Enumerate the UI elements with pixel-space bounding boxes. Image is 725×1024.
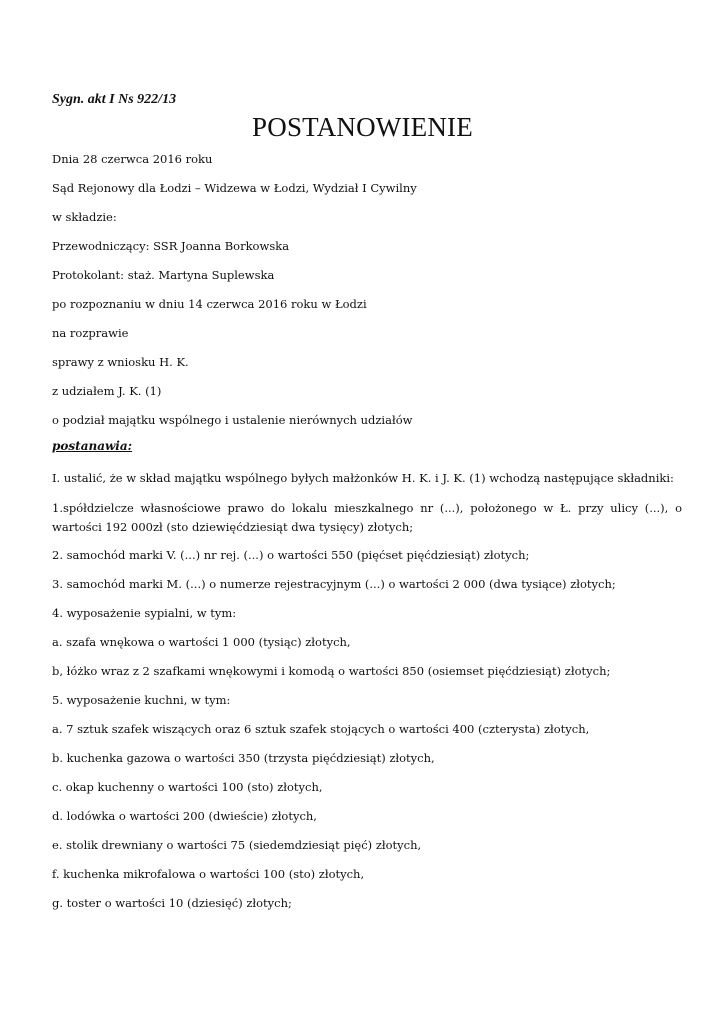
intro-participant: z udziałem J. K. (1) xyxy=(52,384,162,398)
list-item: 3. samochód marki M. (...) o numerze rejestracyjnym (...) o wartości 2 000 (dwa tysiące) złotych; xyxy=(52,577,616,591)
list-item: a. szafa wnękowa o wartości 1 000 (tysiąc) złotych, xyxy=(52,635,351,649)
list-item: f. kuchenka mikrofalowa o wartości 100 (sto) złotych, xyxy=(52,867,365,881)
intro-subject: o podział majątku wspólnego i ustalenie nierównych udziałów xyxy=(52,413,413,427)
list-item: 5. wyposażenie kuchni, w tym: xyxy=(52,693,231,707)
intro-composition: w składzie: xyxy=(52,210,117,224)
intro-presiding-judge: Przewodniczący: SSR Joanna Borkowska xyxy=(52,239,290,253)
intro-hearing: na rozprawie xyxy=(52,326,129,340)
list-item: g. toster o wartości 10 (dziesięć) złotych; xyxy=(52,896,292,910)
list-item: c. okap kuchenny o wartości 100 (sto) złotych, xyxy=(52,780,323,794)
intro-clerk: Protokolant: staż. Martyna Suplewska xyxy=(52,268,275,282)
list-item: d. lodówka o wartości 200 (dwieście) złotych, xyxy=(52,809,317,823)
intro-date: Dnia 28 czerwca 2016 roku xyxy=(52,152,213,166)
list-item: a. 7 sztuk szafek wiszących oraz 6 sztuk szafek stojących o wartości 400 (czterysta) złotych, xyxy=(52,722,590,736)
list-item: b. kuchenka gazowa o wartości 350 (trzysta pięćdziesiąt) złotych, xyxy=(52,751,435,765)
list-item: 1.spółdzielcze własnościowe prawo do lokalu mieszkalnego nr (...), położonego w Ł. przy ulicy (...), o wartości 192 000zł (sto dziewięćdziesiąt dwa tysięcy) złotych; xyxy=(52,501,682,534)
intro-applicant: sprawy z wniosku H. K. xyxy=(52,355,189,369)
decree-label: postanawia: xyxy=(52,439,133,453)
intro-court: Sąd Rejonowy dla Łodzi – Widzewa w Łodzi, Wydział I Cywilny xyxy=(52,181,417,195)
list-item: 2. samochód marki V. (...) nr rej. (...) o wartości 550 (pięćset pięćdziesiąt) złotych; xyxy=(52,548,530,562)
list-item: e. stolik drewniany o wartości 75 (siedemdziesiąt pięć) złotych, xyxy=(52,838,422,852)
intro-hearing-date: po rozpoznaniu w dniu 14 czerwca 2016 roku w Łodzi xyxy=(52,297,367,311)
case-number: Sygn. akt I Ns 922/13 xyxy=(52,92,177,107)
list-item: b, łóżko wraz z 2 szafkami wnękowymi i komodą o wartości 850 (osiemset pięćdziesiąt) złotych; xyxy=(52,664,611,678)
document-title: POSTANOWIENIE xyxy=(252,112,473,142)
list-item: I. ustalić, że w skład majątku wspólnego byłych małżonków H. K. i J. K. (1) wchodzą następujące składniki: xyxy=(52,471,674,485)
list-item: 4. wyposażenie sypialni, w tym: xyxy=(52,606,237,620)
